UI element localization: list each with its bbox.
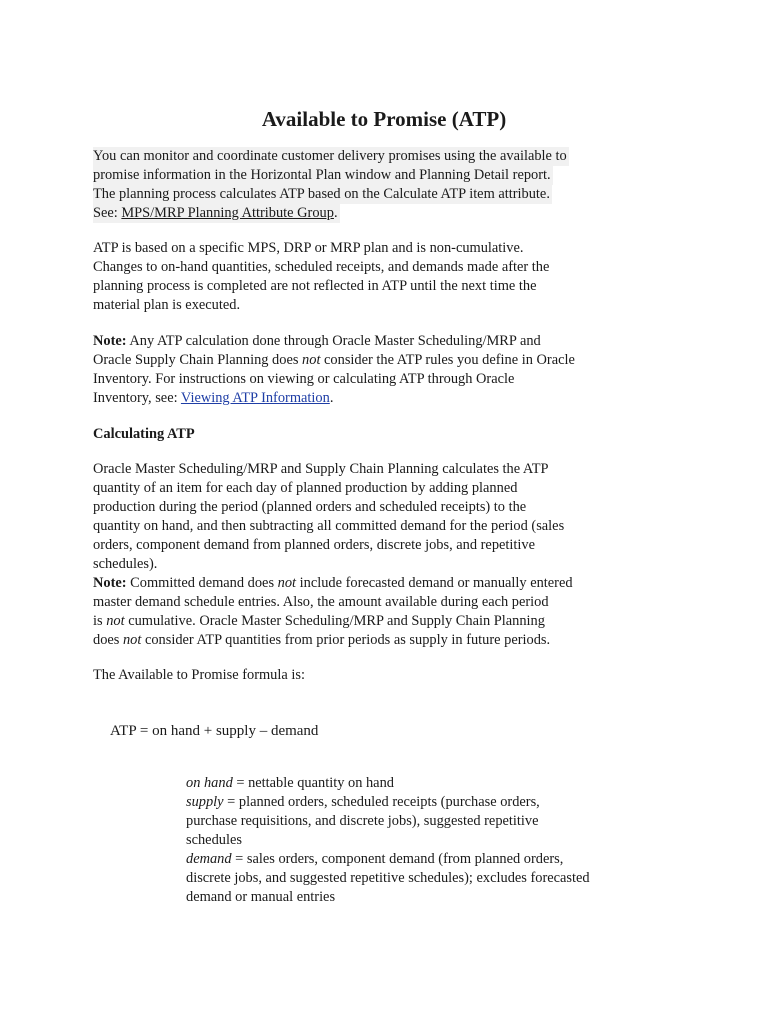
- definition-text: = planned orders, scheduled receipts (purchase orders,: [223, 794, 540, 810]
- term-on-hand: on hand: [186, 775, 233, 791]
- definition-text: discrete jobs, and suggested repetitive schedules); excludes forecasted: [186, 870, 590, 886]
- paragraph-line: schedules).: [93, 556, 158, 572]
- intro-paragraph: [93, 147, 693, 223]
- intro-line: promise information in the Horizontal Plan window and Planning Detail report.: [93, 167, 551, 183]
- mps-mrp-attribute-group-link[interactable]: MPS/MRP Planning Attribute Group: [121, 205, 334, 221]
- section-heading: [93, 425, 693, 444]
- paragraph-line: planning process is completed are not reflected in ATP until the next time the: [93, 278, 537, 294]
- paragraph-line: quantity on hand, and then subtracting all committed demand for the period (sales: [93, 518, 565, 534]
- term-supply: supply: [186, 794, 224, 810]
- definition-text: demand or manual entries: [186, 889, 336, 905]
- note-label: Note:: [93, 575, 127, 591]
- period-text: .: [329, 390, 334, 406]
- definition-text: schedules: [186, 832, 242, 848]
- formula-intro: [93, 666, 693, 685]
- see-label: See:: [93, 205, 122, 221]
- intro-line: You can monitor and coordinate customer delivery promises using the available to: [93, 148, 567, 164]
- intro-line: [93, 204, 340, 223]
- definition-text: = sales orders, component demand (from planned orders,: [231, 851, 564, 867]
- definition-text: = nettable quantity on hand: [232, 775, 394, 791]
- paragraph-line: production during the period (planned orders and scheduled receipts) to the: [93, 499, 527, 515]
- emphasis-text: not: [277, 575, 297, 591]
- note-paragraph: [93, 332, 693, 408]
- emphasis-text: not: [122, 632, 142, 648]
- formula-definitions: [186, 774, 706, 907]
- formula-intro-text: The Available to Promise formula is:: [93, 667, 305, 683]
- note-text: Inventory, see:: [93, 390, 181, 406]
- paragraph-line: orders, component demand from planned orders, discrete jobs, and repetitive: [93, 537, 535, 553]
- note-text: consider ATP quantities from prior periods as supply in future periods.: [141, 632, 551, 648]
- period-text: .: [333, 205, 338, 221]
- calc-paragraph: [93, 460, 693, 650]
- note-text: Any ATP calculation done through Oracle Master Scheduling/MRP and: [126, 333, 541, 349]
- paragraph-line: Changes to on-hand quantities, scheduled receipts, and demands made after the: [93, 259, 550, 275]
- note-text: Inventory. For instructions on viewing or calculating ATP through Oracle: [93, 371, 515, 387]
- note-text: cumulative. Oracle Master Scheduling/MRP and Supply Chain Planning: [124, 613, 545, 629]
- note-text: is: [93, 613, 107, 629]
- emphasis-text: not: [106, 613, 125, 629]
- note-text: Committed demand does: [126, 575, 278, 591]
- emphasis-text: not: [302, 352, 321, 368]
- note-text: does: [93, 632, 123, 648]
- paragraph-line: quantity of an item for each day of planned production by adding planned: [93, 480, 518, 496]
- paragraph-line: ATP is based on a specific MPS, DRP or MRP plan and is non-cumulative.: [93, 240, 524, 256]
- intro-line: The planning process calculates ATP based on the Calculate ATP item attribute.: [93, 186, 550, 202]
- section-heading-text: Calculating ATP: [93, 426, 195, 442]
- atp-basis-paragraph: [93, 239, 693, 315]
- paragraph-line: material plan is executed.: [93, 297, 241, 313]
- note-text: consider the ATP rules you define in Oracle: [320, 352, 575, 368]
- viewing-atp-information-link[interactable]: Viewing ATP Information: [180, 390, 330, 406]
- note-text: Oracle Supply Chain Planning does: [93, 352, 303, 368]
- note-label: Note:: [93, 333, 127, 349]
- note-text: master demand schedule entries. Also, the amount available during each period: [93, 594, 549, 610]
- atp-formula: ATP = on hand + supply – demand: [110, 723, 319, 739]
- definition-text: purchase requisitions, and discrete jobs), suggested repetitive: [186, 813, 539, 829]
- paragraph-line: Oracle Master Scheduling/MRP and Supply Chain Planning calculates the ATP: [93, 461, 549, 477]
- note-text: include forecasted demand or manually entered: [296, 575, 573, 591]
- page-title: Available to Promise (ATP): [261, 107, 507, 131]
- term-demand: demand: [186, 851, 232, 867]
